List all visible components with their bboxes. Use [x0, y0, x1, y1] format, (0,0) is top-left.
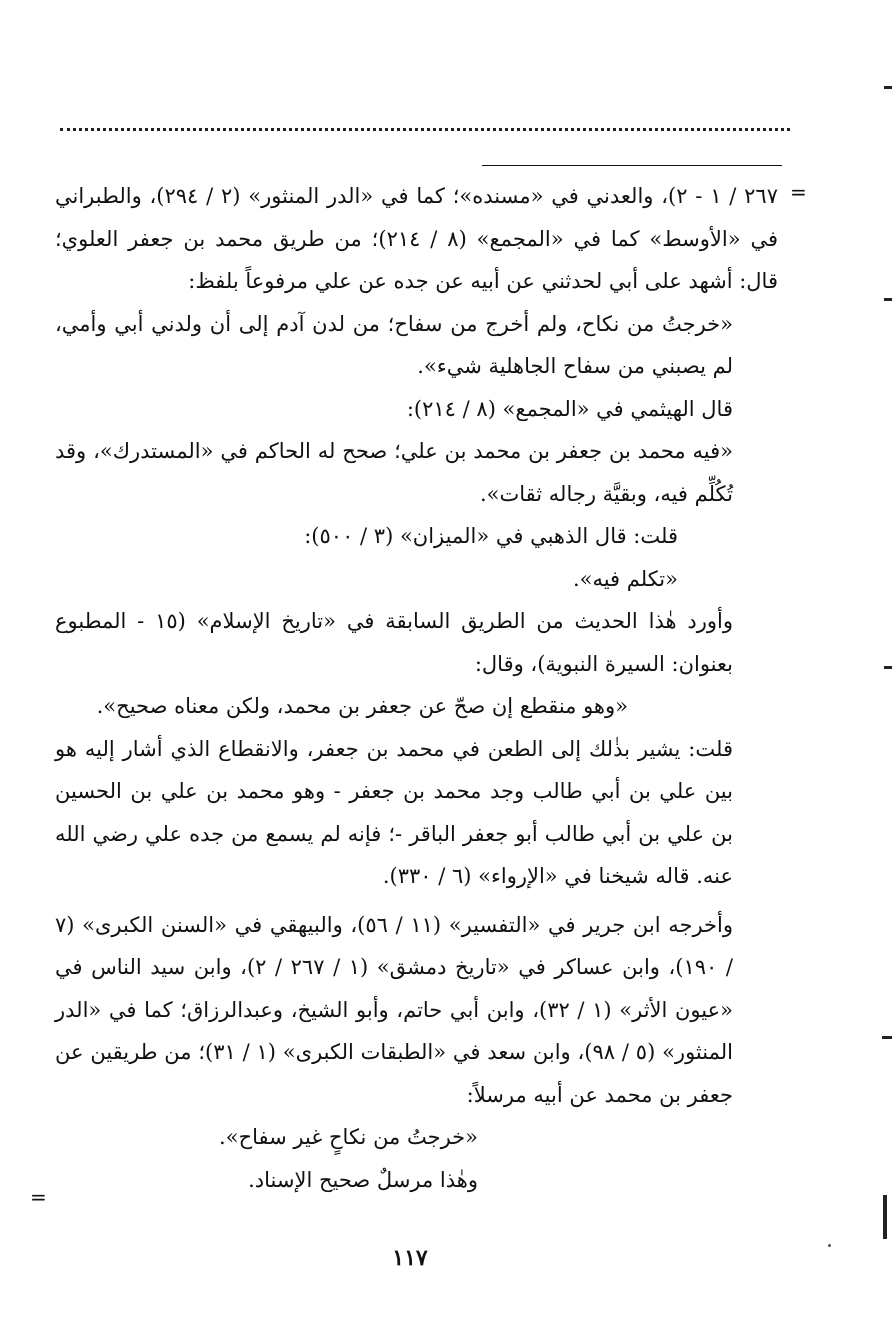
paragraph-hadith-quote: «خرجتُ من نكاح، ولم أخرج من سفاح؛ من لدن آدم إلى أن ولدني أبي وأمي، لم يصبني من سفاح الجاهلية شيء». — [55, 311, 733, 378]
paragraph-dhahabi-quote: «تكلم فيه». — [572, 566, 678, 591]
paragraph-munqati-quote: «وهو منقطع إن صحّ عن جعفر بن محمد، ولكن معناه صحيح». — [96, 694, 628, 718]
paragraph-commentary: قلت: يشير بذٰلك إلى الطعن في محمد بن جعفر، والانقطاع الذي أشار إليه هو بين علي بن أبي طالب وجد محمد بن جعفر - وهو محمد بن علي بن الحسين بن علي بن أبي طالب أبو جعفر الباقر -؛ فإنه لم يسمع من جده علي رضي الله عنه. قاله شيخنا في «الإرواء» (٦ / ٣٣٠). — [55, 736, 733, 888]
scan-speck — [828, 1244, 831, 1247]
margin-scan-mark — [884, 86, 892, 89]
margin-scan-mark — [883, 1195, 887, 1239]
paragraph-conclusion: وهٰذا مرسلٌ صحيح الإسناد. — [248, 1167, 478, 1192]
paragraph-dhahabi: قلت: قال الذهبي في «الميزان» (٣ / ٥٠٠): — [304, 524, 678, 548]
margin-scan-mark — [884, 298, 892, 301]
paragraph-other-sources: وأخرجه ابن جرير في «التفسير» (١١ / ٥٦)، والبيهقي في «السنن الكبرى» (٧ / ١٩٠)، وابن عساكر في «تاريخ دمشق» (١ / ٢٦٧ / ٢)، وابن سيد الناس في «عيون الأثر» (١ / ٣٢)، وابن أبي حاتم، وأبو الشيخ، وعبدالرزاق؛ كما في «الدر المنثور» (٥ / ٩٨)، وابن سعد في «الطبقات الكبرى» (١ / ٣١)؛ من طريقين عن جعفر بن محمد عن أبيه مرسلاً: — [55, 912, 733, 1107]
margin-scan-mark — [882, 1036, 892, 1039]
footnote-rule — [482, 165, 782, 166]
paragraph-mursal-quote: «خرجتُ من نكاحٍ غير سفاح». — [219, 1125, 478, 1149]
page-number: ١١٧ — [392, 1245, 428, 1271]
margin-scan-mark — [884, 666, 892, 669]
paragraph-sources: ٢٦٧ / ١ - ٢)، والعدني في «مسنده»؛ كما في «الدر المنثور» (٢ / ٢٩٤)، والطبراني في «الأوسط» كما في «المجمع» (٨ / ٢١٤)؛ من طريق محمد بن جعفر العلوي؛ قال: أشهد على أبي لحدثني عن أبيه عن جده عن علي مرفوعاً بلفظ: — [55, 184, 778, 293]
dotted-separator — [60, 128, 790, 131]
footnote-text — [55, 175, 778, 1201]
paragraph-haythami-quote: «فيه محمد بن جعفر بن محمد بن علي؛ صحح له الحاكم في «المستدرك»، وقد تُكُلِّم فيه، وبقيَّة رجاله ثقات». — [55, 439, 733, 506]
footnote-continuation-marker-top: = — [790, 180, 807, 204]
footnote-continuation-marker-bottom: = — [30, 1185, 47, 1209]
paragraph-tarikh-islam: وأورد هٰذا الحديث من الطريق السابقة في «تاريخ الإسلام» (١٥ - المطبوع بعنوان: السيرة النبوية)، وقال: — [55, 609, 733, 676]
paragraph-haythami: قال الهيثمي في «المجمع» (٨ / ٢١٤): — [406, 396, 733, 421]
